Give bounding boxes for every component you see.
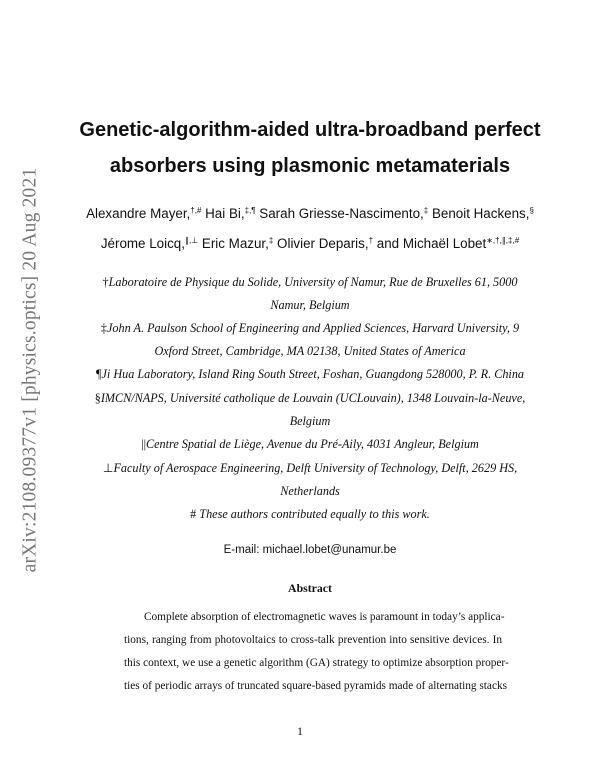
affiliation-text: Centre Spatial de Liège, Avenue du Pré-Aily, 4031 Angleur, Belgium [146, 437, 479, 451]
equal-contribution-note [60, 507, 560, 521]
affiliation-mark: † [102, 275, 109, 289]
title-line-1: Genetic-algorithm-aided ultra-broadband perfect [79, 119, 541, 141]
author-line-1 [60, 206, 560, 222]
abstract-line: this context, we use a genetic algorithm (GA) strategy to optimize absorption proper- [124, 657, 509, 669]
affiliation-mark: ⊥ [102, 461, 114, 475]
author-name: Alexandre Mayer, [86, 206, 191, 221]
affiliation-1 [60, 275, 560, 289]
author-affiliation-marks: † [368, 236, 374, 245]
affiliation-2-continued: Oxford Street, Cambridge, MA 02138, United States of America [154, 344, 466, 358]
abstract-line: Complete absorption of electromagnetic waves is paramount in today’s applica- [144, 611, 505, 623]
author-name: Benoit Hackens, [431, 206, 530, 221]
affiliation-1-continued: Namur, Belgium [270, 298, 350, 312]
affiliation-text: Faculty of Aerospace Engineering, Delft University of Technology, Delft, 2629 HS, [113, 461, 518, 475]
author-affiliation-marks: †,# [190, 206, 202, 215]
author-affiliation-marks: § [529, 206, 534, 215]
affiliation-mark: § [94, 391, 101, 405]
affiliation-text: These authors contributed equally to this work. [199, 507, 430, 521]
affiliation-4 [60, 391, 560, 405]
affiliation-text: Ji Hua Laboratory, Island Ring South Street, Foshan, Guangdong 528000, P. R. China [101, 367, 525, 381]
abstract-heading: Abstract [288, 581, 332, 595]
affiliation-5 [60, 437, 560, 451]
author-affiliation-marks: ‡,¶ [244, 206, 256, 215]
title-line-2: absorbers using plasmonic metamaterials [109, 155, 511, 177]
author-affiliation-marks: ∥,⊥ [184, 236, 199, 245]
affiliation-text: John A. Paulson School of Engineering and Applied Sciences, Harvard University, 9 [107, 321, 520, 335]
affiliation-text: Laboratoire de Physique du Solide, University of Namur, Rue de Bruxelles 61, 5000 [108, 275, 518, 289]
author-name: Hai Bi, [205, 206, 245, 221]
abstract-line: tions, ranging from photovoltaics to cross-talk prevention into sensitive devices. In [124, 634, 502, 646]
arxiv-stamp-text: arXiv:2108.09377v1 [physics.optics] 20 Aug 2021 [19, 167, 41, 573]
page-number: 1 [297, 724, 303, 738]
affiliation-mark: ¶ [95, 367, 102, 381]
arxiv-stamp [12, 160, 48, 580]
affiliation-3 [60, 367, 560, 381]
author-name: Eric Mazur, [201, 236, 269, 251]
author-name: Jérome Loicq, [100, 236, 185, 251]
corresponding-email: E-mail: michael.lobet@unamur.be [223, 544, 397, 556]
affiliation-text: IMCN/NAPS, Université catholique de Louvain (UCLouvain), 1348 Louvain-la-Neuve, [100, 391, 526, 405]
affiliation-mark: ‡ [100, 321, 108, 335]
author-name: and Michaël Lobet [376, 236, 487, 251]
affiliation-6 [60, 461, 560, 475]
affiliation-mark: || [141, 437, 147, 451]
author-line-2 [60, 236, 560, 252]
affiliation-mark: # [190, 507, 197, 521]
abstract-line: ties of periodic arrays of truncated square-based pyramids made of alternating stacks [124, 680, 508, 692]
author-name: Sarah Griesse-Nascimento, [259, 206, 424, 221]
author-affiliation-marks: ∗,†,∥,‡,# [486, 236, 520, 245]
affiliation-6-continued: Netherlands [280, 484, 340, 498]
affiliation-2 [60, 321, 560, 335]
author-name: Olivier Deparis, [277, 236, 369, 251]
affiliation-4-continued: Belgium [289, 414, 331, 428]
author-affiliation-marks: ‡ [423, 206, 429, 215]
author-affiliation-marks: ‡ [268, 236, 274, 245]
